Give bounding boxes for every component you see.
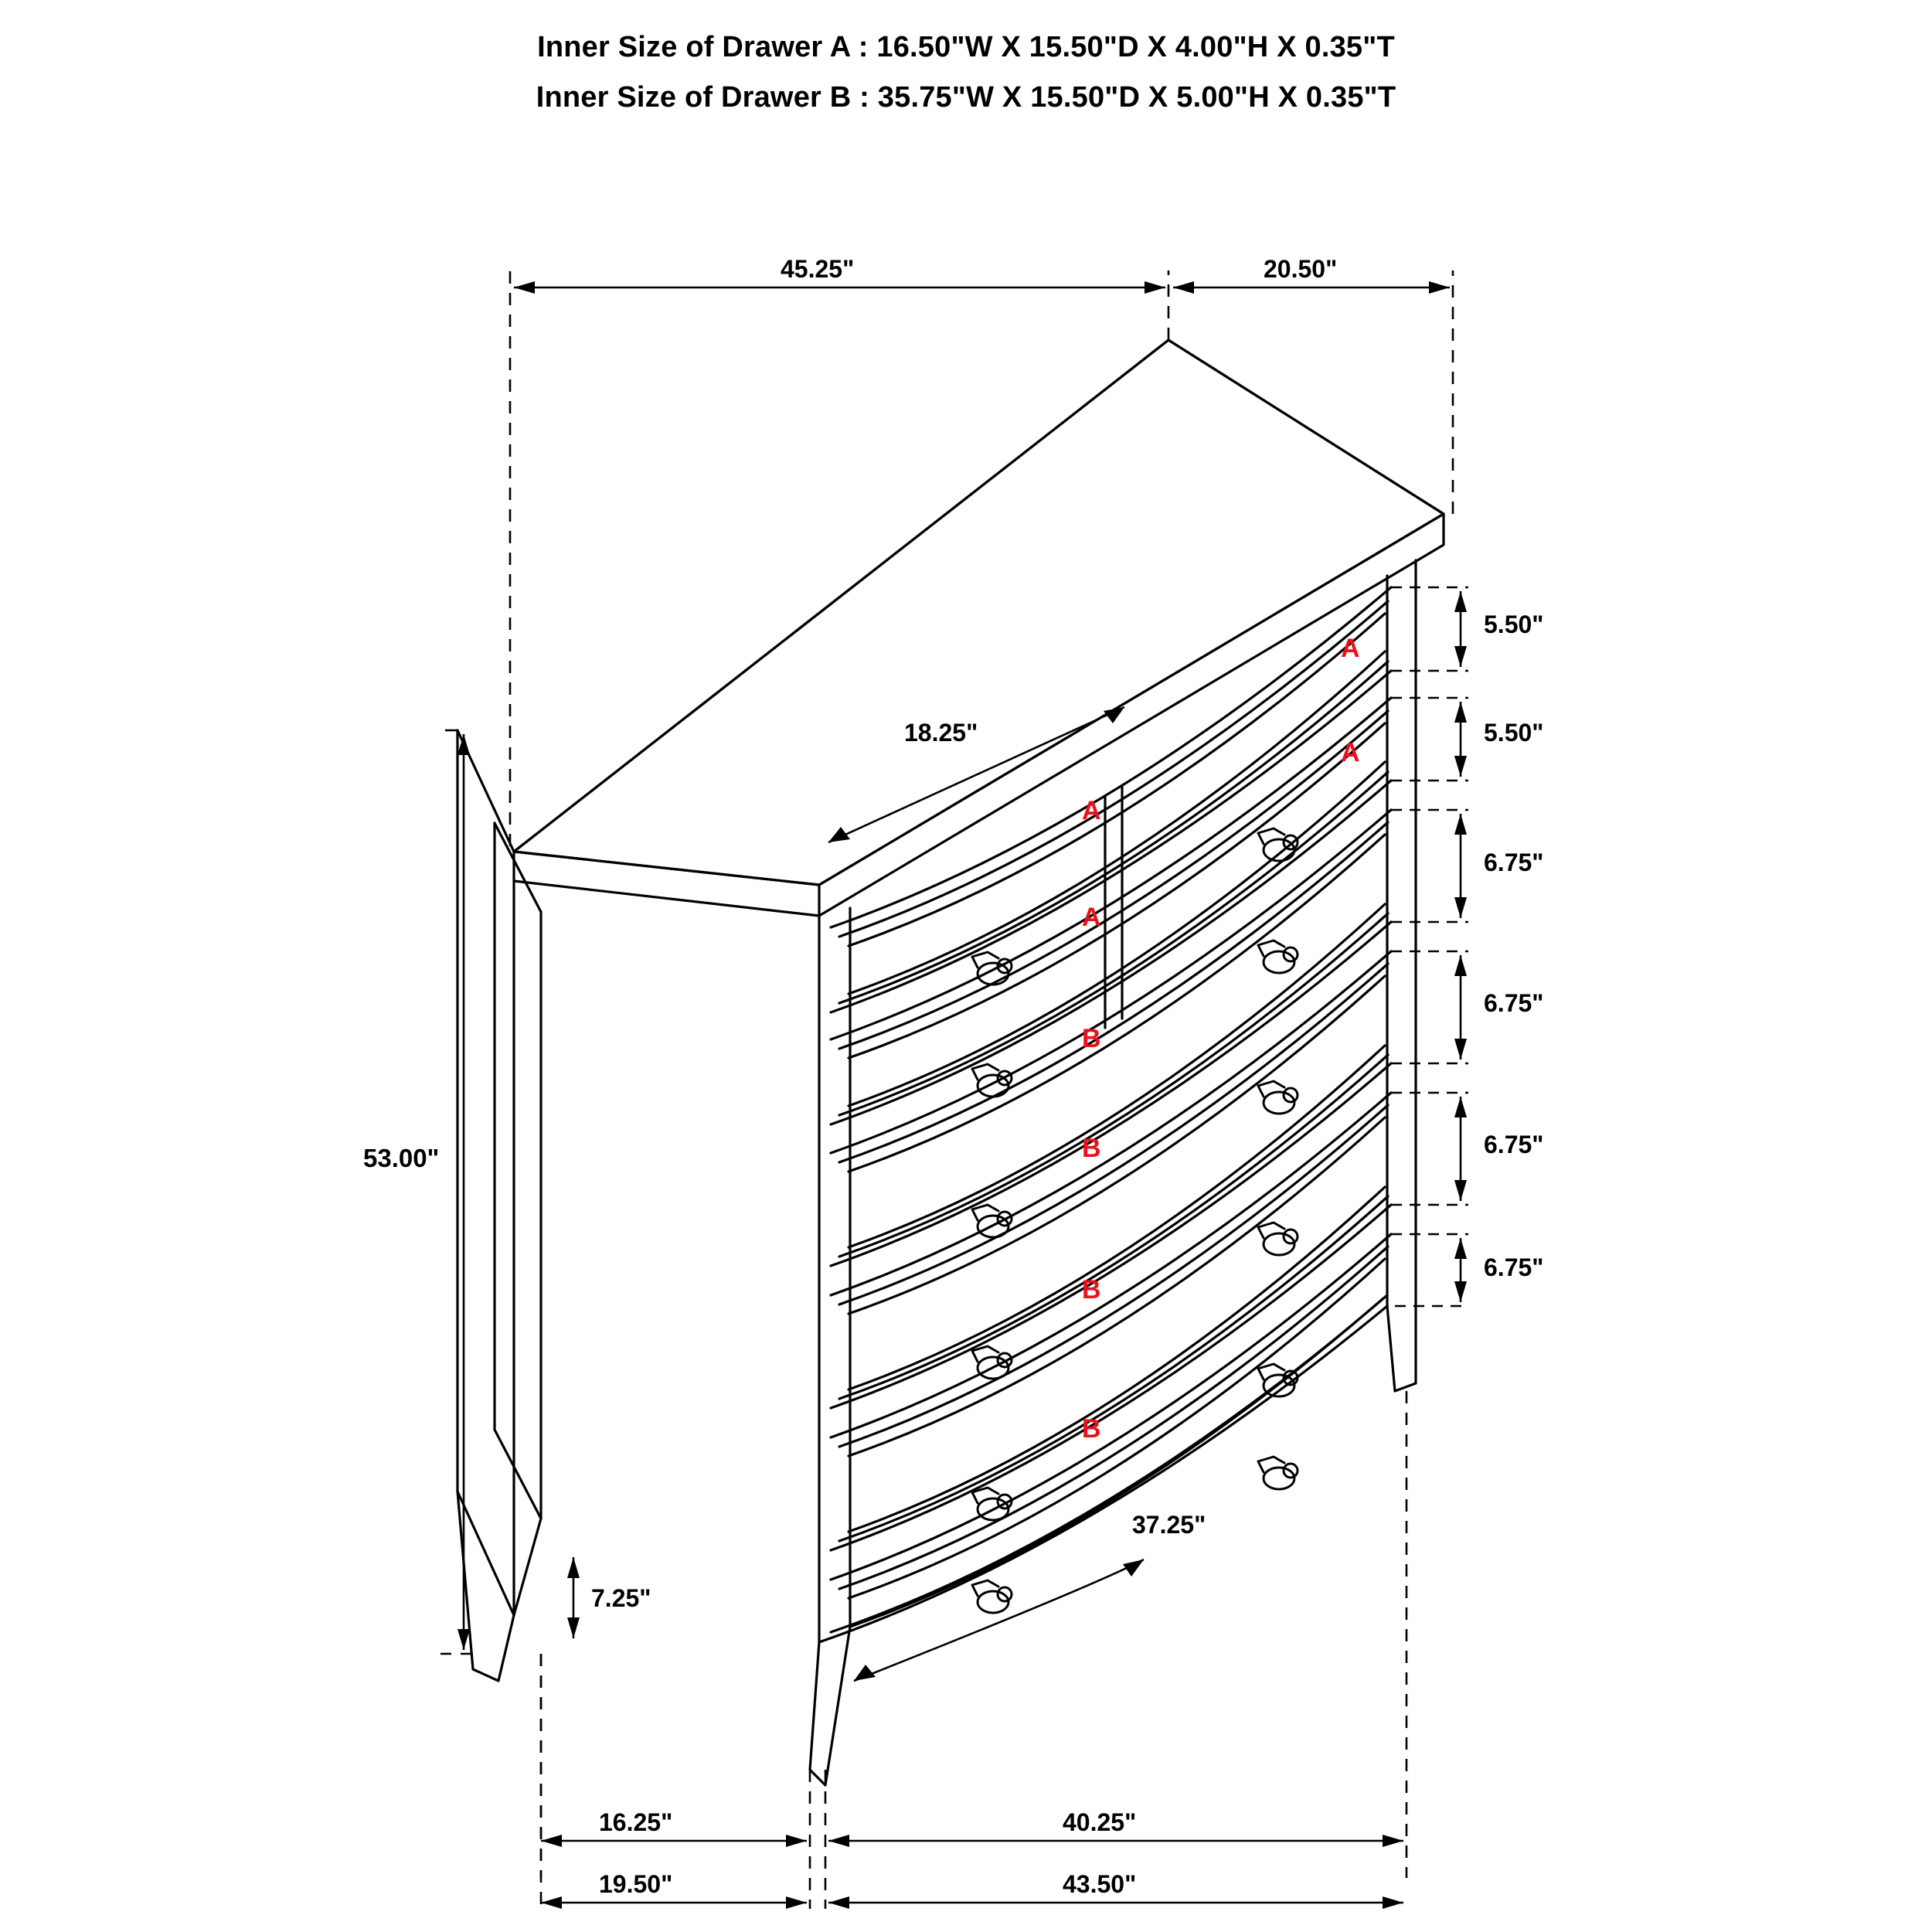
- drawer-label-a-3: A: [1082, 796, 1101, 825]
- dim-top-inner-width: 18.25": [904, 719, 978, 747]
- drawer-label-a-2: A: [1341, 738, 1360, 767]
- dim-right-stack-4: 6.75": [1484, 989, 1544, 1017]
- drawer-label-b-3: B: [1082, 1275, 1101, 1304]
- dim-right-stack-1: 5.50": [1484, 611, 1544, 638]
- dim-right-stack-6: 6.75": [1484, 1253, 1544, 1281]
- dim-top-left-width: 45.25": [781, 255, 855, 283]
- dim-foot-right: 43.50": [1063, 1870, 1137, 1898]
- dim-foot-left: 19.50": [599, 1870, 673, 1898]
- drawer-b-inner-size-note: Inner Size of Drawer B : 35.75"W X 15.50"D X 5.00"H X 0.35"T: [536, 81, 1396, 114]
- drawer-label-a-4: A: [1082, 903, 1101, 932]
- drawer-label-b-1: B: [1082, 1024, 1101, 1053]
- drawer-label-b-4: B: [1082, 1414, 1101, 1444]
- dim-base-left: 16.25": [599, 1808, 673, 1836]
- drawer-label-a-1: A: [1341, 634, 1360, 663]
- dim-right-stack-5: 6.75": [1484, 1131, 1544, 1158]
- dim-leg-height: 7.25": [591, 1584, 651, 1612]
- dim-front-width: 37.25": [1132, 1511, 1206, 1539]
- dim-top-right-depth: 20.50": [1264, 255, 1338, 283]
- dim-overall-height: 53.00": [363, 1144, 440, 1172]
- drawer-label-b-2: B: [1082, 1134, 1101, 1163]
- drawer-a-inner-size-note: Inner Size of Drawer A : 16.50"W X 15.50"D X 4.00"H X 0.35"T: [537, 31, 1395, 63]
- dim-base-right: 40.25": [1063, 1808, 1137, 1836]
- dim-right-stack-2: 5.50": [1484, 719, 1544, 747]
- dim-right-stack-3: 6.75": [1484, 849, 1544, 876]
